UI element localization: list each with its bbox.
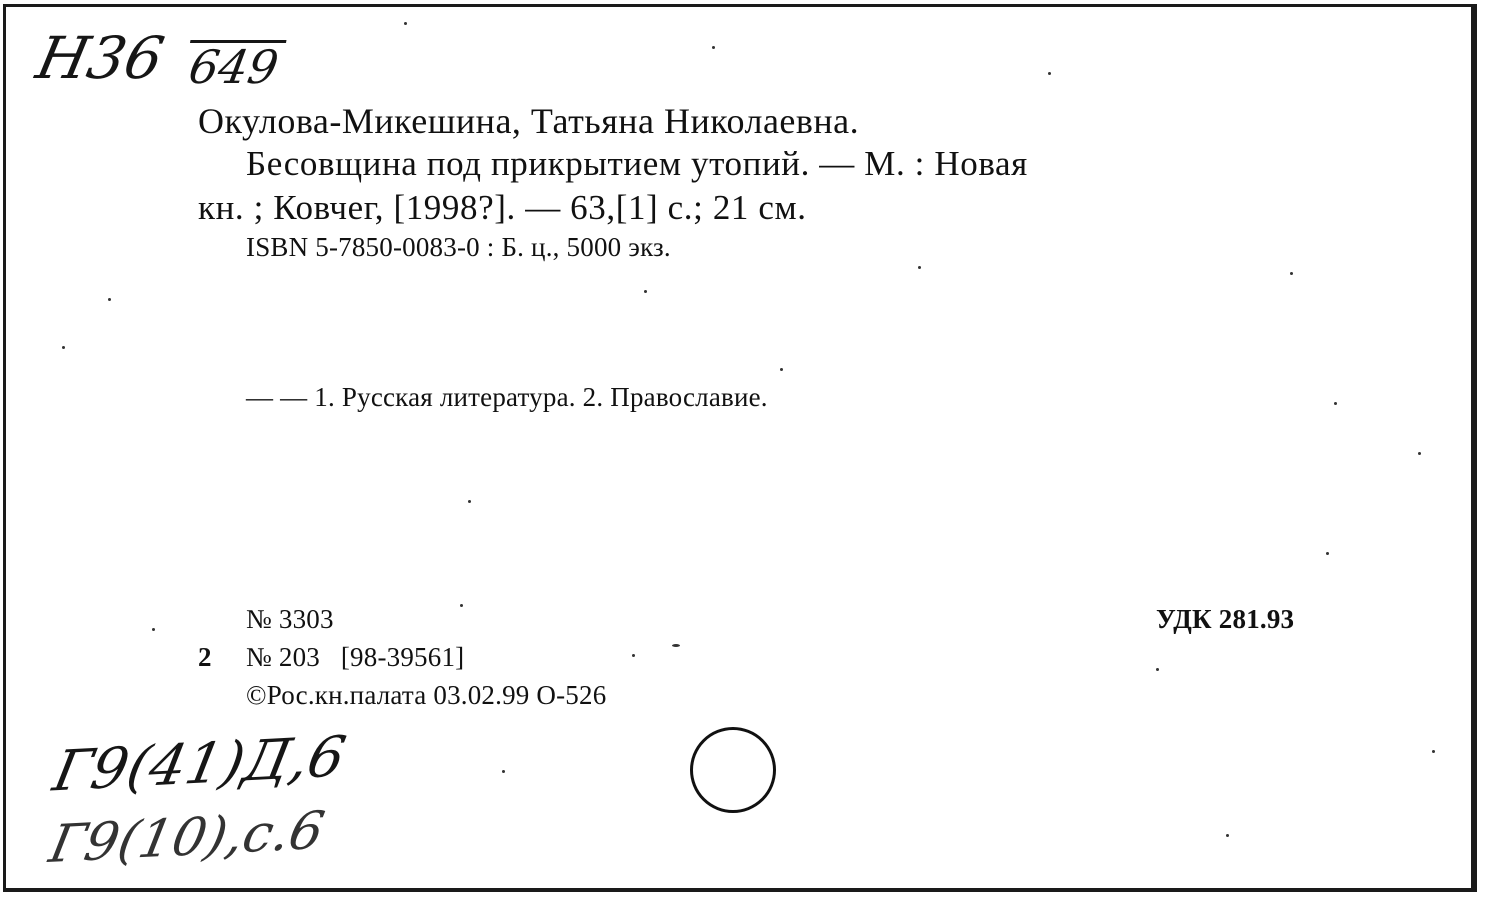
author-heading: Окулова-Микешина, Татьяна Николаевна.: [198, 101, 860, 141]
speck: [108, 298, 111, 301]
speck: [460, 604, 463, 607]
handwritten-classification-2: Г9(10),с.6: [44, 800, 330, 876]
speck: [918, 266, 921, 269]
title-line-1: Бесовщина под прикрытием утопий. — М. : Новая: [246, 144, 1028, 183]
isbn-line: ISBN 5-7850-0083-0 : Б. ц., 5000 экз.: [246, 232, 671, 262]
speck: [1156, 668, 1159, 671]
speck: [1226, 834, 1229, 837]
speck: [468, 500, 471, 503]
punch-hole: [690, 727, 776, 813]
speck: [1326, 552, 1329, 555]
speck: [712, 46, 715, 49]
speck: [780, 368, 783, 371]
handwritten-classification-1: Г9(41)Д,6: [47, 724, 351, 805]
record-number: № 3303: [246, 604, 334, 634]
second-record-number: № 203 [98-39561]: [246, 642, 465, 672]
speck: [672, 644, 680, 647]
speck: [404, 22, 407, 25]
subjects-line: — — 1. Русская литература. 2. Православие.: [246, 382, 768, 412]
speck: [632, 654, 635, 657]
title-line-2: кн. ; Ковчег, [1998?]. — 63,[1] с.; 21 см.: [198, 188, 807, 227]
speck: [1334, 402, 1337, 405]
speck: [62, 346, 65, 349]
shelfmark-prefix: Н36: [30, 24, 170, 92]
udk-code: УДК 281.93: [1156, 604, 1295, 634]
shelfmark-number: 649: [182, 40, 287, 91]
speck: [152, 628, 155, 631]
speck: [1432, 750, 1435, 753]
speck: [1290, 272, 1293, 275]
copies-count: 2: [198, 642, 212, 672]
speck: [502, 770, 505, 773]
speck: [1048, 72, 1051, 75]
speck: [644, 290, 647, 293]
speck: [1418, 452, 1421, 455]
book-chamber-stamp: ©Рос.кн.палата 03.02.99 О-526: [246, 680, 607, 710]
